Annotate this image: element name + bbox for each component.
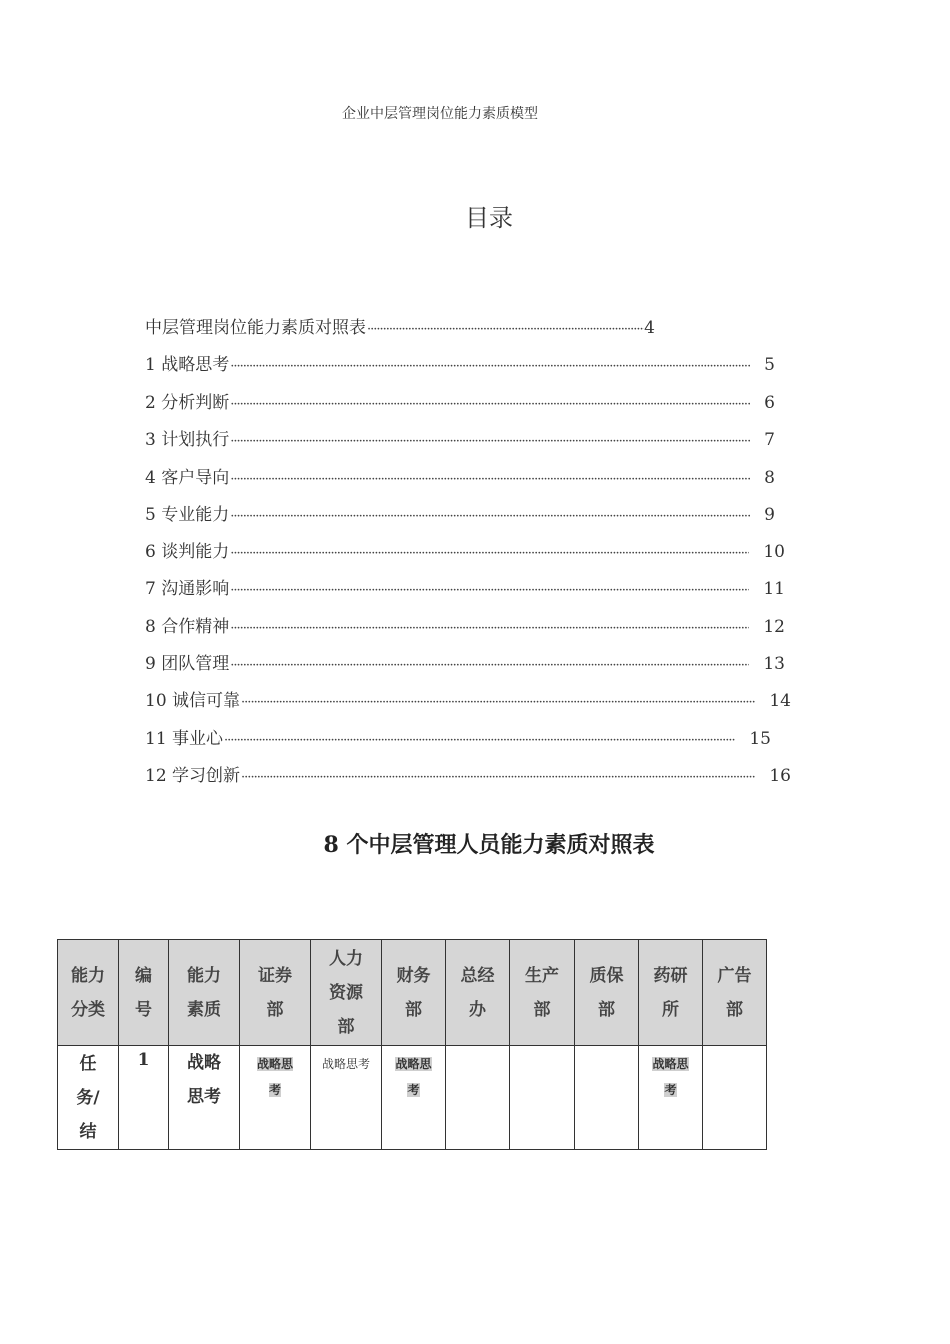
dept-cell — [510, 1046, 575, 1150]
toc-entry[interactable] — [145, 316, 655, 340]
column-header-label: 证券部 — [257, 965, 292, 1020]
toc-entry-page: 16 — [769, 766, 791, 786]
dept-cell — [575, 1046, 639, 1150]
competency-tag: 战略思考 — [652, 1057, 689, 1097]
toc-entry-page: 15 — [749, 729, 771, 749]
category-label: 任务/结 — [76, 1054, 100, 1142]
toc-title: 目录 — [465, 204, 513, 232]
toc-entry-label: 8 合作精神 — [145, 617, 230, 637]
toc-entry-page: 13 — [763, 654, 785, 674]
dept-cell — [446, 1046, 510, 1150]
toc-entry[interactable] — [145, 391, 775, 415]
toc-entry-page: 12 — [763, 617, 785, 637]
column-header-label: 总经办 — [460, 965, 495, 1020]
toc-leader-dots — [230, 505, 750, 529]
column-header-label: 财务部 — [396, 965, 431, 1020]
column-header-label: 能力分类 — [70, 965, 105, 1020]
toc-entry-label: 1 战略思考 — [145, 355, 230, 375]
column-header — [58, 940, 119, 1046]
toc-entry-page: 11 — [763, 579, 785, 599]
competency-tag: 战略思考 — [256, 1057, 293, 1097]
toc-leader-dots — [224, 729, 735, 753]
toc-entry[interactable] — [145, 466, 775, 490]
toc-leader-dots — [230, 355, 750, 379]
competency-cell — [169, 1046, 240, 1150]
dept-cell — [639, 1046, 703, 1150]
column-header — [575, 940, 639, 1046]
column-header — [119, 940, 169, 1046]
column-header — [510, 940, 575, 1046]
table-row — [58, 1046, 767, 1150]
toc-leader-dots — [230, 654, 749, 678]
toc-entry[interactable] — [145, 353, 775, 377]
toc-entry[interactable] — [145, 615, 785, 639]
toc-entry-label: 中层管理岗位能力素质对照表 — [145, 318, 366, 338]
toc-entry[interactable] — [145, 689, 791, 713]
toc-leader-dots — [241, 691, 755, 715]
toc-entry-label: 5 专业能力 — [145, 505, 230, 525]
toc-entry-label: 9 团队管理 — [145, 654, 230, 674]
competency-tag: 战略思考 — [395, 1057, 432, 1097]
toc-entry-page: 4 — [644, 318, 655, 338]
column-header-label: 能力素质 — [186, 965, 221, 1020]
category-cell — [58, 1046, 119, 1150]
toc-entry-page: 9 — [764, 505, 775, 525]
toc-leader-dots — [367, 318, 644, 342]
toc-entry[interactable] — [145, 727, 771, 751]
column-header-label: 药研所 — [653, 965, 688, 1020]
document-header: 企业中层管理岗位能力素质模型 — [342, 106, 538, 122]
table-header-row — [58, 940, 767, 1046]
column-header — [169, 940, 240, 1046]
column-header-label: 编号 — [135, 965, 152, 1020]
toc-entry-page: 7 — [764, 430, 775, 450]
toc-entry-page: 14 — [769, 691, 791, 711]
column-header-label: 广告部 — [717, 965, 752, 1020]
number-cell: 1 — [119, 1046, 169, 1150]
dept-cell — [382, 1046, 446, 1150]
toc-entry-label: 12 学习创新 — [145, 766, 241, 786]
toc-entry[interactable] — [145, 503, 775, 527]
toc-leader-dots — [241, 766, 755, 790]
competency-table — [57, 939, 767, 1150]
toc-entry-label: 10 诚信可靠 — [145, 691, 241, 711]
toc-entry-page: 6 — [764, 393, 775, 413]
dept-cell — [311, 1046, 382, 1150]
toc-leader-dots — [230, 542, 749, 566]
toc-entry[interactable] — [145, 652, 785, 676]
toc-leader-dots — [230, 579, 749, 603]
toc-leader-dots — [230, 430, 750, 454]
column-header — [240, 940, 311, 1046]
toc-entry-label: 11 事业心 — [145, 729, 224, 749]
toc-entry-label: 4 客户导向 — [145, 468, 230, 488]
column-header — [639, 940, 703, 1046]
column-header-label: 人力资源部 — [328, 948, 363, 1037]
competency-label: 战略思考 — [186, 1053, 221, 1107]
column-header — [382, 940, 446, 1046]
toc-entry[interactable] — [145, 577, 785, 601]
toc-entry[interactable] — [145, 540, 785, 564]
toc-entry-page: 8 — [764, 468, 775, 488]
toc-entry[interactable] — [145, 428, 775, 452]
toc-entry-label: 3 计划执行 — [145, 430, 230, 450]
toc-leader-dots — [230, 468, 750, 492]
column-header — [446, 940, 510, 1046]
dept-cell — [240, 1046, 311, 1150]
toc-leader-dots — [230, 617, 749, 641]
toc-entry-label: 2 分析判断 — [145, 393, 230, 413]
toc-entry-label: 7 沟通影响 — [145, 579, 230, 599]
column-header-label: 质保部 — [589, 965, 624, 1020]
toc-entry-label: 6 谈判能力 — [145, 542, 230, 562]
column-header — [703, 940, 767, 1046]
column-header — [311, 940, 382, 1046]
toc-entry[interactable] — [145, 764, 791, 788]
toc-entry-page: 5 — [764, 355, 775, 375]
section-title: 8 个中层管理人员能力素质对照表 — [323, 832, 655, 858]
competency-tag: 战略思考 — [321, 1057, 370, 1071]
toc-entry-page: 10 — [763, 542, 785, 562]
dept-cell — [703, 1046, 767, 1150]
toc-leader-dots — [230, 393, 750, 417]
column-header-label: 生产部 — [524, 965, 559, 1020]
